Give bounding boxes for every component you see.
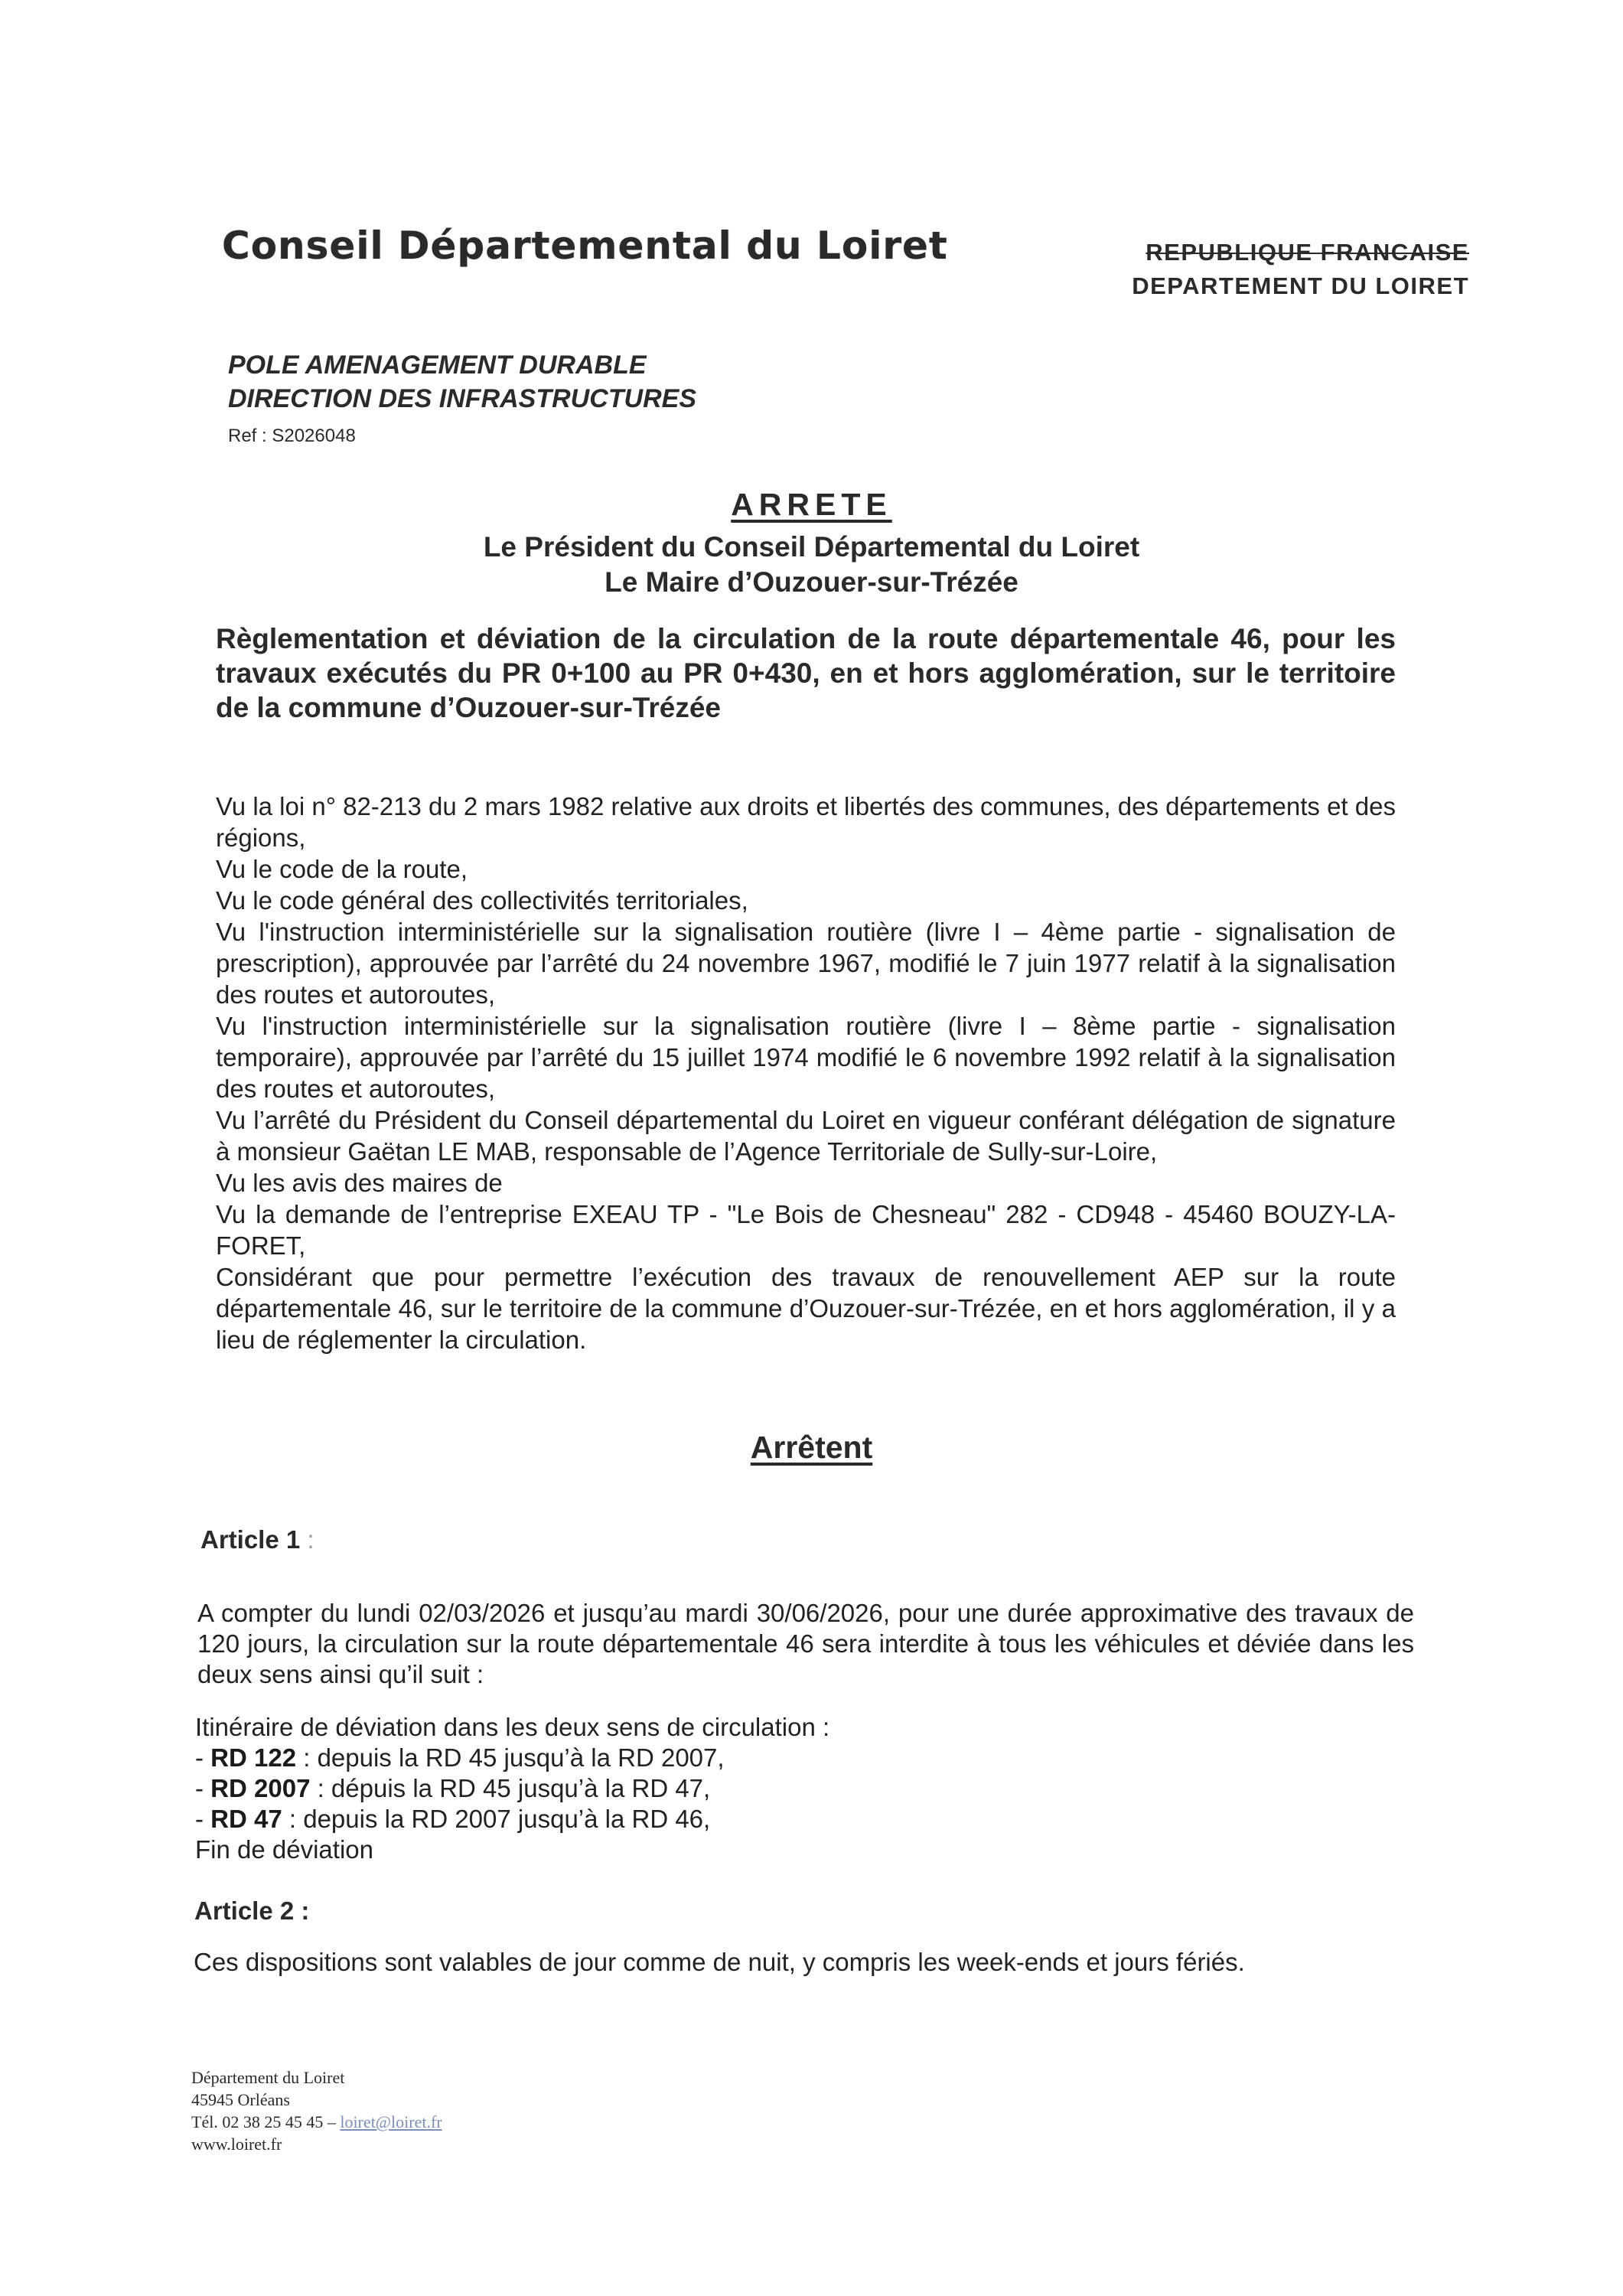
- footer-city: 45945 Orléans: [191, 2090, 290, 2109]
- arrete-title: ARRETE: [731, 487, 892, 522]
- pole-label: POLE AMENAGEMENT DURABLE: [228, 351, 647, 380]
- footer-email-link[interactable]: loiret@loiret.fr: [340, 2112, 442, 2131]
- article-1-colon: :: [307, 1525, 314, 1554]
- article-1-label: Article 1: [200, 1525, 301, 1554]
- footer-contact: [191, 2111, 442, 2133]
- article-2-text: Ces dispositions sont valables de jour comme de nuit, y compris les week-ends et jours fériés.: [194, 1948, 1245, 1976]
- itinerary-dash: -: [195, 1774, 211, 1802]
- article-2-heading: Article 2 :: [194, 1896, 310, 1925]
- departement-label: DEPARTEMENT DU LOIRET: [1132, 272, 1469, 299]
- visa-item: Vu le code de la route,: [216, 855, 468, 883]
- itinerary-item: [195, 1743, 829, 1773]
- itinerary-item: [195, 1804, 829, 1835]
- visa-item: Vu la loi n° 82-213 du 2 mars 1982 relative aux droits et libertés des communes, des départements et des régions,: [216, 792, 1396, 852]
- direction-label: DIRECTION DES INFRASTRUCTURES: [228, 384, 697, 413]
- visa-item: Vu l’arrêté du Président du Conseil départemental du Loiret en vigueur conférant délégation de signature à monsieur Gaëtan LE MAB, responsable de l’Agence Territoriale de Sully-sur-Loire,: [216, 1106, 1396, 1166]
- visa-item: Vu l'instruction interministérielle sur la signalisation routière (livre I – 4ème partie - signalisation de prescription), approuvée par l’arrêté du 24 novembre 1967, modifié le 7 juin 1977 relatif à la signalisation des routes et autoroutes,: [216, 918, 1396, 1009]
- itinerary-road: RD 122: [210, 1743, 297, 1772]
- footer-website[interactable]: www.loiret.fr: [191, 2135, 282, 2154]
- organization-title: Conseil Départemental du Loiret: [222, 223, 948, 268]
- visas-list: [216, 791, 1396, 1355]
- footer-department: Département du Loiret: [191, 2068, 345, 2087]
- deviation-itinerary: [195, 1712, 829, 1865]
- service-block: [228, 348, 696, 416]
- visa-item: Vu l'instruction interministérielle sur la signalisation routière (livre I – 8ème partie - signalisation temporaire), approuvée par l’arrêté du 15 juillet 1974 modifié le 6 novembre 1992 relatif à la signalisation des routes et autoroutes,: [216, 1012, 1396, 1103]
- itinerary-desc: : depuis la RD 45 jusqu’à la RD 2007,: [296, 1743, 725, 1772]
- itinerary-dash: -: [195, 1743, 211, 1772]
- article-1-text: A compter du lundi 02/03/2026 et jusqu’au mardi 30/06/2026, pour une durée approximative des travaux de 120 jours, la circulation sur la route départementale 46 sera interdite à tous les véhicules et déviée dans les deux sens ainsi qu’il suit :: [197, 1599, 1414, 1688]
- arrete-subject: Règlementation et déviation de la circulation de la route départementale 46, pour les travaux exécutés du PR 0+100 au PR 0+430, en et hors agglomération, sur le territoire de la commune d’Ouzouer-sur-Trézée: [216, 623, 1396, 723]
- maire-line: Le Maire d’Ouzouer-sur-Trézée: [605, 566, 1018, 598]
- itinerary-road: RD 2007: [210, 1774, 311, 1802]
- itinerary-title: Itinéraire de déviation dans les deux sens de circulation :: [195, 1713, 830, 1741]
- article-1-heading: [200, 1525, 314, 1554]
- footer-address: [191, 2066, 442, 2155]
- republic-block: [1064, 236, 1469, 303]
- visa-item: Vu le code général des collectivités territoriales,: [216, 886, 748, 915]
- arretent-heading: Arrêtent: [750, 1430, 873, 1465]
- itinerary-desc: : dépuis la RD 45 jusqu’à la RD 47,: [310, 1774, 711, 1802]
- visa-item: Vu les avis des maires de: [216, 1169, 503, 1197]
- republique-label: REPUBLIQUE FRANCAISE: [1146, 239, 1469, 266]
- itinerary-end: Fin de déviation: [195, 1835, 373, 1864]
- visa-item: Considérant que pour permettre l’exécution des travaux de renouvellement AEP sur la route départementale 46, sur le territoire de la commune d’Ouzouer-sur-Trézée, en et hors agglomération, il y a lieu de réglementer la circulation.: [216, 1263, 1396, 1354]
- itinerary-road: RD 47: [210, 1805, 282, 1833]
- itinerary-dash: -: [195, 1805, 211, 1833]
- visa-item: Vu la demande de l’entreprise EXEAU TP - "Le Bois de Chesneau" 282 - CD948 - 45460 BOUZY-LA-FORET,: [216, 1200, 1396, 1260]
- reference-number: Ref : S2026048: [228, 426, 356, 446]
- itinerary-desc: : depuis la RD 2007 jusqu’à la RD 46,: [282, 1805, 711, 1833]
- itinerary-item: [195, 1773, 829, 1804]
- footer-phone: Tél. 02 38 25 45 45 –: [191, 2112, 341, 2131]
- president-line: Le Président du Conseil Départemental du Loiret: [483, 531, 1140, 563]
